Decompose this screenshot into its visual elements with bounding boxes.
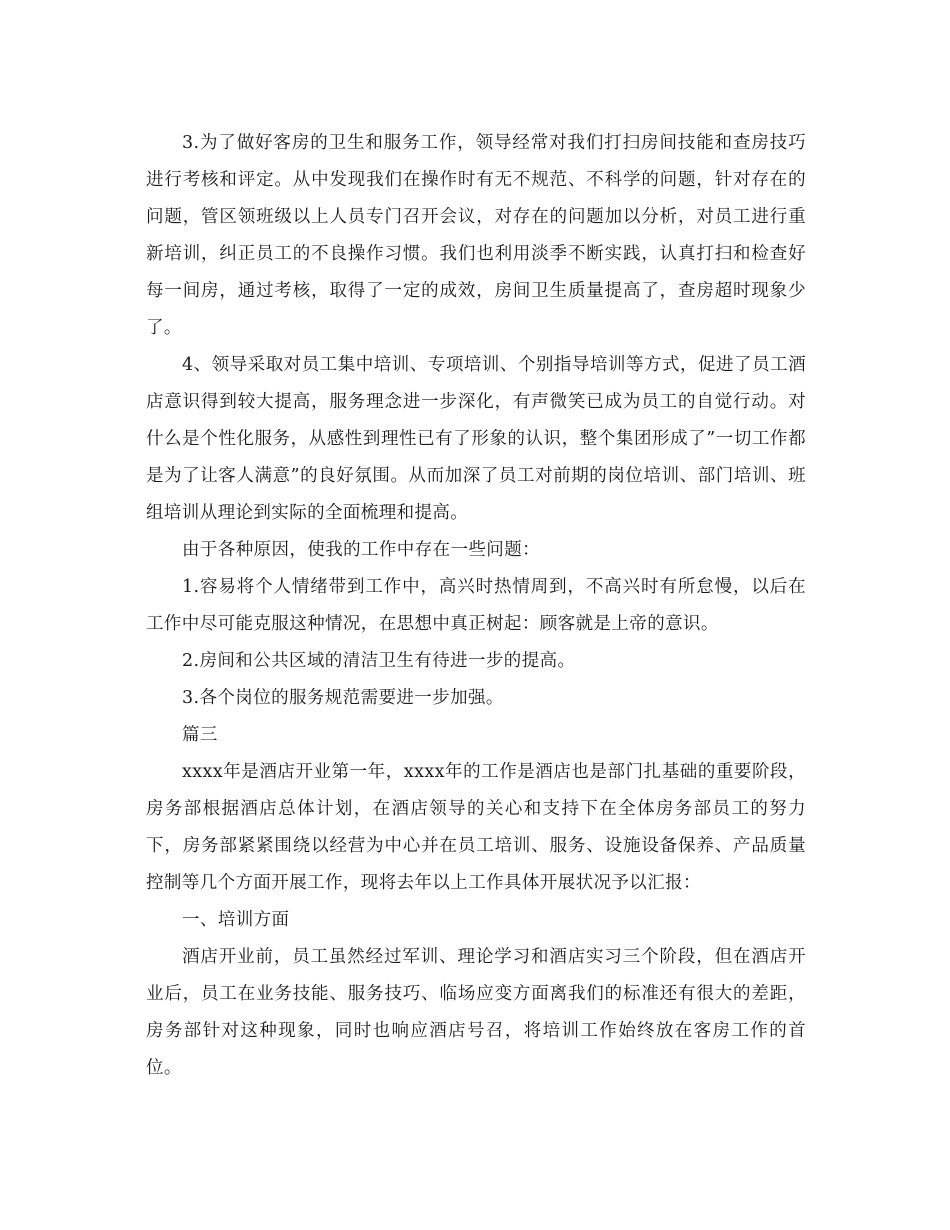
paragraph-staff-training: 4、领导采取对员工集中培训、专项培训、个别指导培训等方式，促进了员工酒店意识得到较大提高，服务理念进一步深化，有声微笑已成为员工的自觉行动。对什么是个性化服务，从感性到理性已有了形象的认识，整个集团形成了”一切工作都是为了让客人满意”的良好氛围。从而加深了员工对前期的岗位培训、部门培训、班组培训从理论到实际的全面梳理和提高。 xyxy=(146,355,806,523)
section-heading-training: 一、培训方面 xyxy=(182,910,290,930)
paragraph-problems-intro: 由于各种原因，使我的工作中存在一些问题： xyxy=(182,540,540,560)
section-heading-part-three: 篇三 xyxy=(182,725,218,745)
paragraph-pre-opening-training: 酒店开业前，员工虽然经过军训、理论学习和酒店实习三个阶段，但在酒店开业后，员工在业务技能、服务技巧、临场应变方面离我们的标准还有很大的差距，房务部针对这种现象，同时也响应酒店号召，将培训工作始终放在客房工作的首位。 xyxy=(146,947,806,1078)
paragraph-problem-1: 1.容易将个人情绪带到工作中，高兴时热情周到，不高兴时有所怠慢，以后在工作中尽可能克服这种情况，在思想中真正树起：顾客就是上帝的意识。 xyxy=(146,577,806,634)
paragraph-year-overview: xxxx年是酒店开业第一年，xxxx年的工作是酒店也是部门扎基础的重要阶段，房务部根据酒店总体计划，在酒店领导的关心和支持下在全体房务部员工的努力下，房务部紧紧围绕以经营为中心并在员工培训、服务、设施设备保养、产品质量控制等几个方面开展工作，现将去年以上工作具体开展状况予以汇报： xyxy=(146,762,806,893)
document-body xyxy=(146,125,806,1087)
paragraph-problem-3: 3.各个岗位的服务规范需要进一步加强。 xyxy=(182,688,504,708)
paragraph-inspection-training: 3.为了做好客房的卫生和服务工作，领导经常对我们打扫房间技能和查房技巧进行考核和评定。从中发现我们在操作时有无不规范、不科学的问题，针对存在的问题，管区领班级以上人员专门召开会议，对存在的问题加以分析，对员工进行重新培训，纠正员工的不良操作习惯。我们也利用淡季不断实践，认真打扫和检查好每一间房，通过考核，取得了一定的成效，房间卫生质量提高了，查房超时现象少了。 xyxy=(146,133,806,338)
paragraph-problem-2: 2.房间和公共区域的清洁卫生有待进一步的提高。 xyxy=(182,651,576,671)
